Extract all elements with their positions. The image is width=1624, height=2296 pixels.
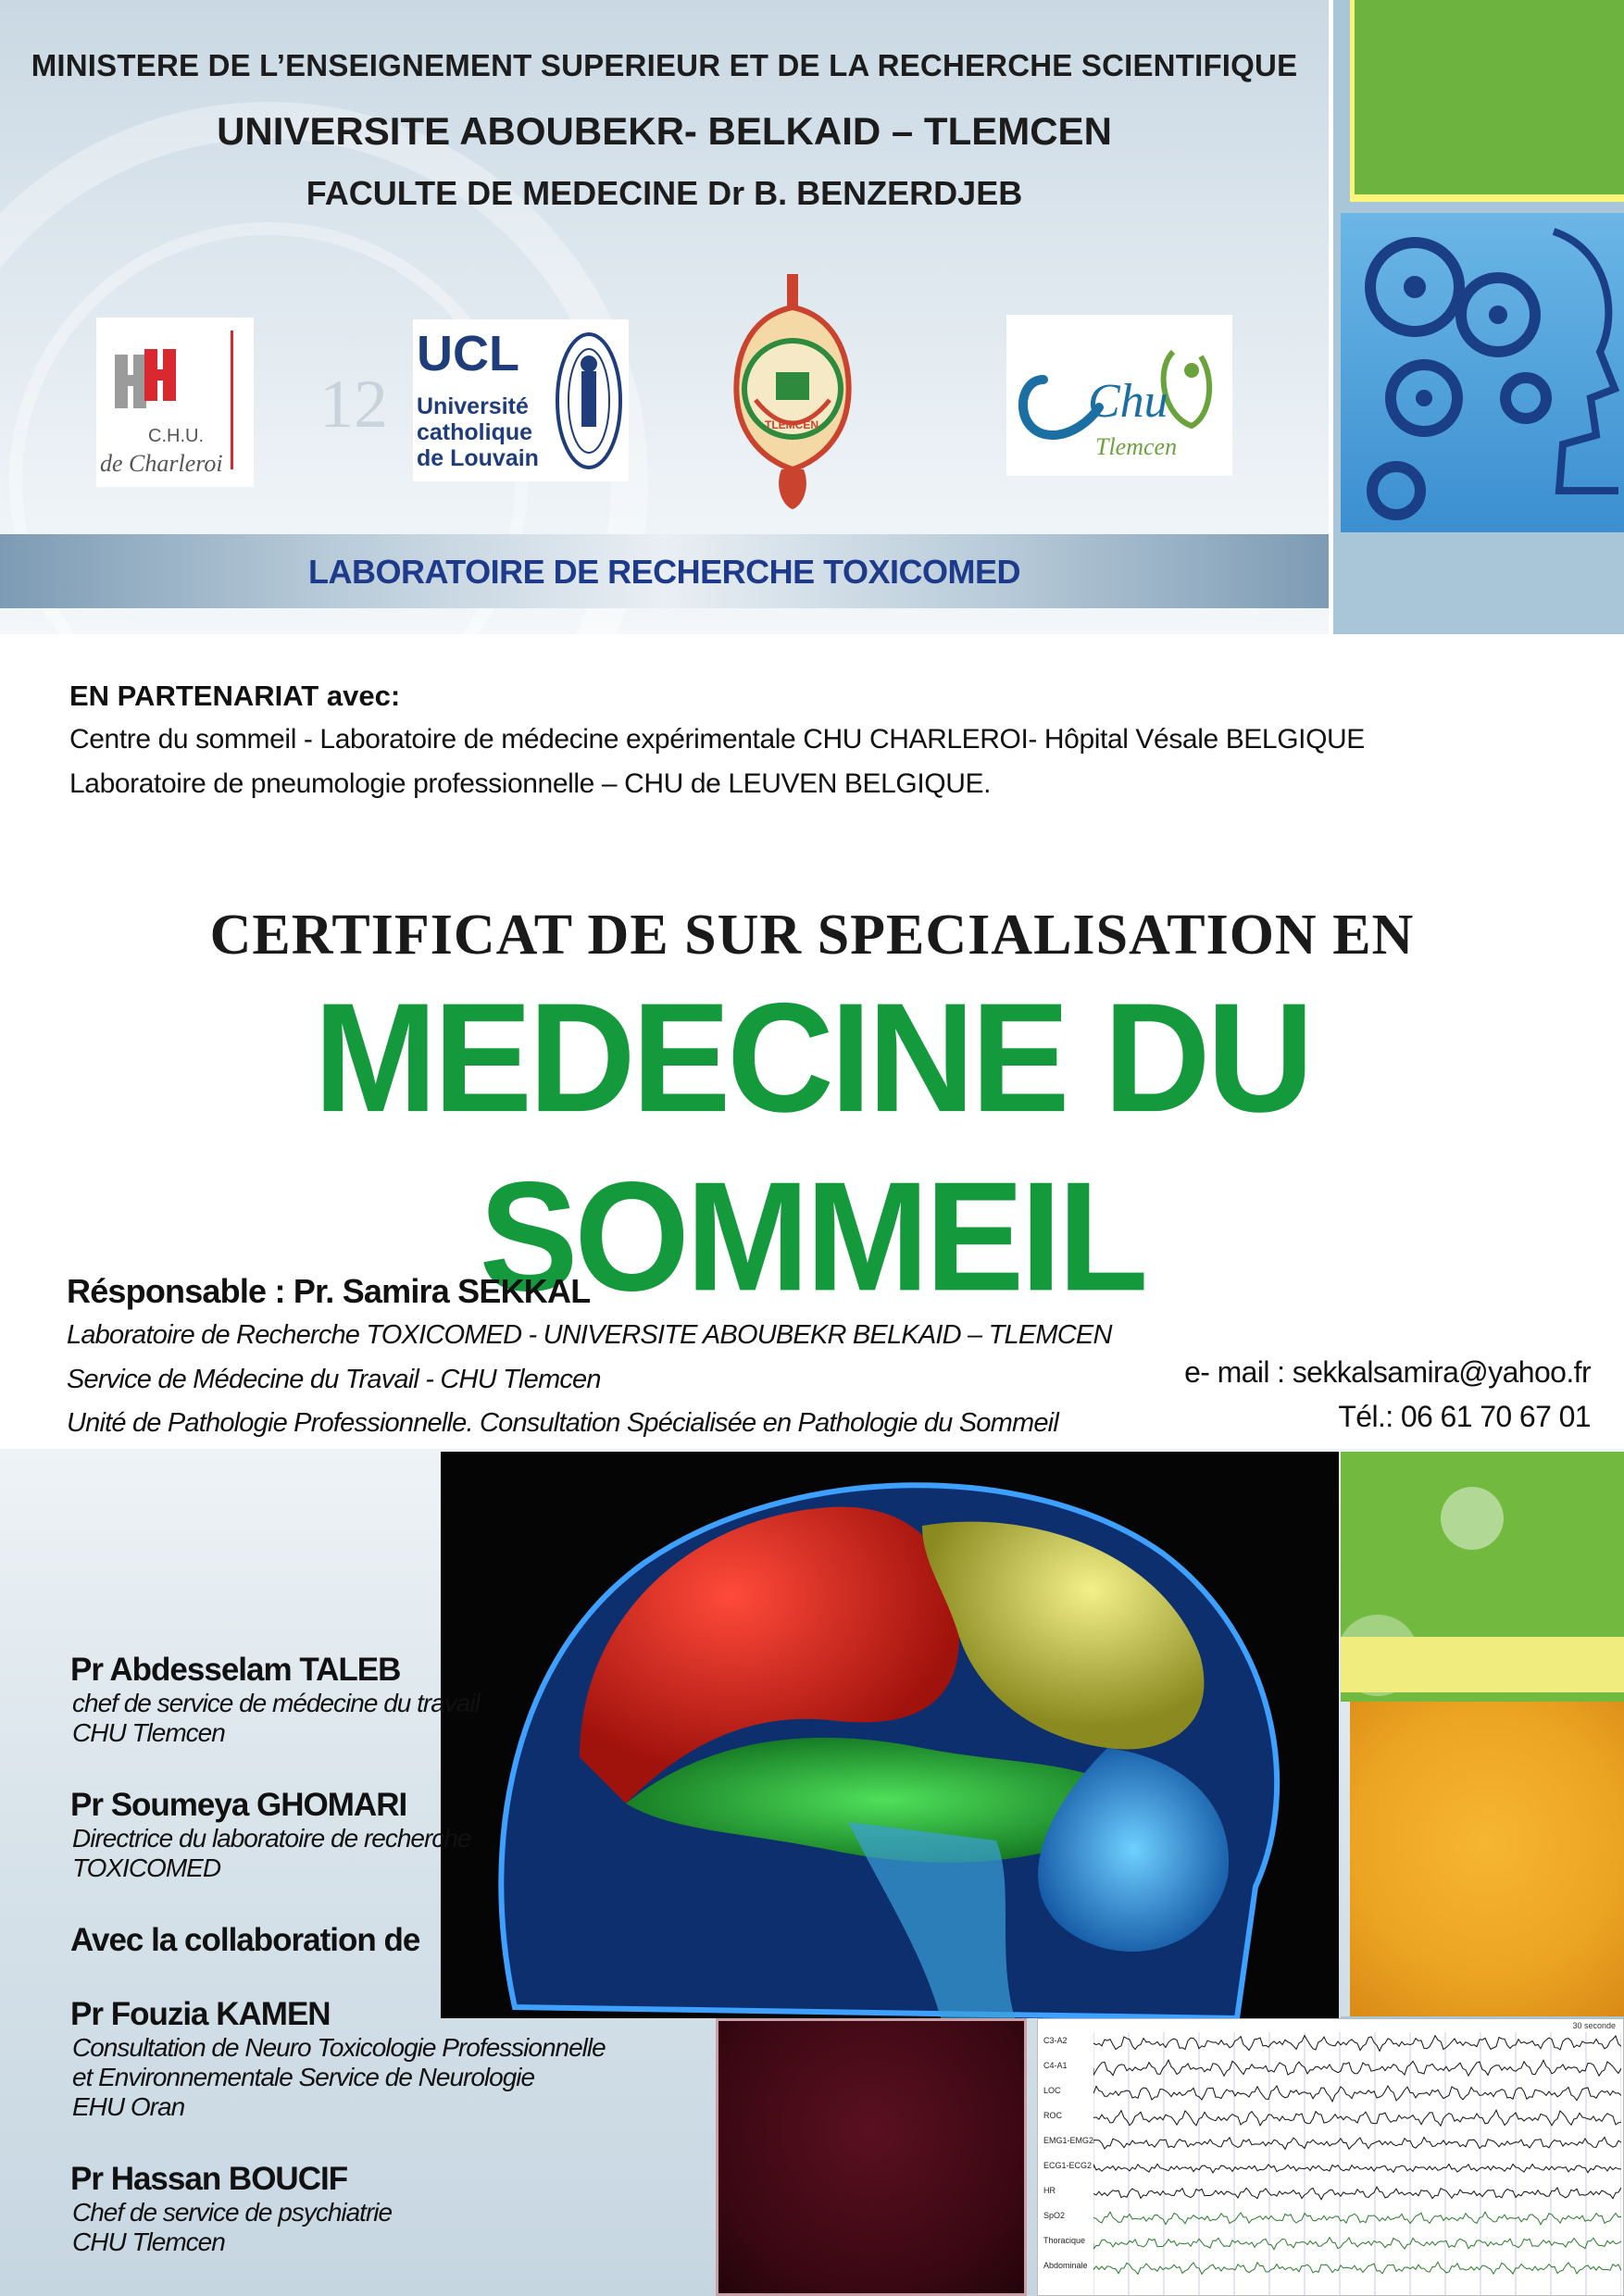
university-heading: UNIVERSITE ABOUBEKR- BELKAID – TLEMCEN [217,109,1112,153]
eeg-channel-label: C3-A2 [1043,2036,1068,2045]
chu-charleroi-line1: C.H.U. [148,426,204,446]
collaboration-heading: Avec la collaboration de [70,1922,420,1958]
eeg-trace [1093,2212,1621,2225]
brain-illustration [441,1452,1339,2018]
eeg-trace [1093,2262,1621,2274]
main-title: MEDECINE DU SOMMEIL [313,969,1311,1324]
person-name: Pr Soumeya GHOMARI [70,1787,407,1823]
univ-emblem-text: TLEMCEN [765,418,818,431]
eeg-channel-label: Thoracique [1043,2236,1086,2245]
eeg-channel-label: ROC [1043,2111,1062,2120]
lab-banner-title: LABORATOIRE DE RECHERCHE TOXICOMED [307,553,1021,591]
chu-charleroi-line2: de Charleroi [100,450,223,477]
partnership-line: Centre du sommeil - Laboratoire de médecine expérimentale CHU CHARLEROI- Hôpital Vésale BELGIQUE [69,724,1365,755]
responsable-affiliation: Laboratoire de Recherche TOXICOMED - UNIVERSITE ABOUBEKR BELKAID – TLEMCEN [67,1320,1112,1350]
person-name: Pr Hassan BOUCIF [70,2161,348,2197]
eeg-trace [1093,2138,1621,2150]
person-desc-line: et Environnementale Service de Neurologie [72,2063,535,2091]
person-description [72,2198,392,2257]
person-desc-line: CHU Tlemcen [72,1718,225,1747]
dark-red-image [716,2018,1027,2296]
person-description [72,1824,470,1883]
university-tlemcen-emblem [728,270,857,513]
chu-tlemcen-line2: Tlemcen [1095,433,1178,460]
person-name: Pr Abdesselam TALEB [70,1652,401,1688]
eeg-epoch-label: 30 seconde [1572,2021,1616,2030]
certificate-heading: CERTIFICAT DE SUR SPECIALISATION EN [209,904,1415,967]
ucl-line1: Université [417,393,529,419]
contact-email: e- mail : sekkalsamira@yahoo.fr [1184,1355,1591,1389]
eeg-channel-label: ECG1-ECG2 [1043,2161,1093,2170]
ministry-heading: MINISTERE DE L’ENSEIGNEMENT SUPERIEUR ET DE LA RECHERCHE SCIENTIFIQUE [31,48,1298,82]
eeg-channel-label: HR [1043,2186,1056,2195]
person-desc-line: chef de service de médecine du travail [72,1689,480,1717]
person-description [72,1689,480,1748]
yellow-band-decoration [1341,1637,1624,1692]
eeg-channel-label: C4-A1 [1043,2061,1068,2070]
person-name: Pr Fouzia KAMEN [70,1996,331,2032]
chu-charleroi-logo [96,318,254,487]
chu-tlemcen-line1: Chu [1088,375,1168,428]
person-desc-line: TOXICOMED [72,1853,221,1882]
eeg-trace [1093,2110,1621,2126]
ucl-seal-icon [552,327,626,475]
polysomnography-image [1037,2018,1624,2296]
eeg-channel-label: LOC [1043,2086,1061,2095]
orange-square-decoration [1350,1702,1624,2016]
partnership-title: EN PARTENARIAT avec: [69,680,401,712]
eeg-channel-label: EMG1-EMG2 [1043,2136,1094,2145]
responsable-affiliation: Unité de Pathologie Professionnelle. Consultation Spécialisée en Pathologie du Sommeil [67,1408,1058,1438]
contact-phone: Tél.: 06 61 70 67 01 [1338,1400,1591,1433]
ucl-abbr: UCL [417,326,519,381]
ucl-logo [413,319,629,481]
person-desc-line: Directrice du laboratoire de recherche [72,1824,471,1853]
responsable-affiliation: Service de Médecine du Travail - CHU Tlemcen [67,1365,601,1394]
chu-tlemcen-logo [1006,315,1232,476]
person-desc-line: Chef de service de psychiatrie [72,2198,393,2227]
green-square-decoration [1355,0,1624,194]
partnership-line: Laboratoire de pneumologie professionnelle – CHU de LEUVEN BELGIQUE. [69,768,992,799]
eeg-trace [1093,2238,1621,2250]
person-desc-line: CHU Tlemcen [72,2227,225,2256]
eeg-trace [1093,2187,1621,2200]
gears-head-image [1341,213,1624,532]
person-description [72,2033,606,2122]
person-desc-line: Consultation de Neuro Toxicologie Professionnelle [72,2033,606,2062]
eeg-channel-label: SpO2 [1043,2211,1066,2220]
responsable-heading: Résponsable : Pr. Samira SEKKAL [67,1272,591,1310]
eeg-trace [1093,2086,1621,2102]
eeg-traces [1093,2032,1621,2296]
faculty-heading: FACULTE DE MEDECINE Dr B. BENZERDJEB [306,174,1023,212]
eeg-channel-label: Abdominale [1043,2261,1088,2270]
clock-numeral: 12 [319,367,388,443]
eeg-trace [1093,2060,1621,2076]
ucl-line2: catholique [417,419,533,445]
ucl-line3: de Louvain [417,445,539,471]
eeg-trace [1093,2164,1621,2173]
person-desc-line: EHU Oran [72,2092,185,2121]
eeg-trace [1093,2036,1621,2052]
